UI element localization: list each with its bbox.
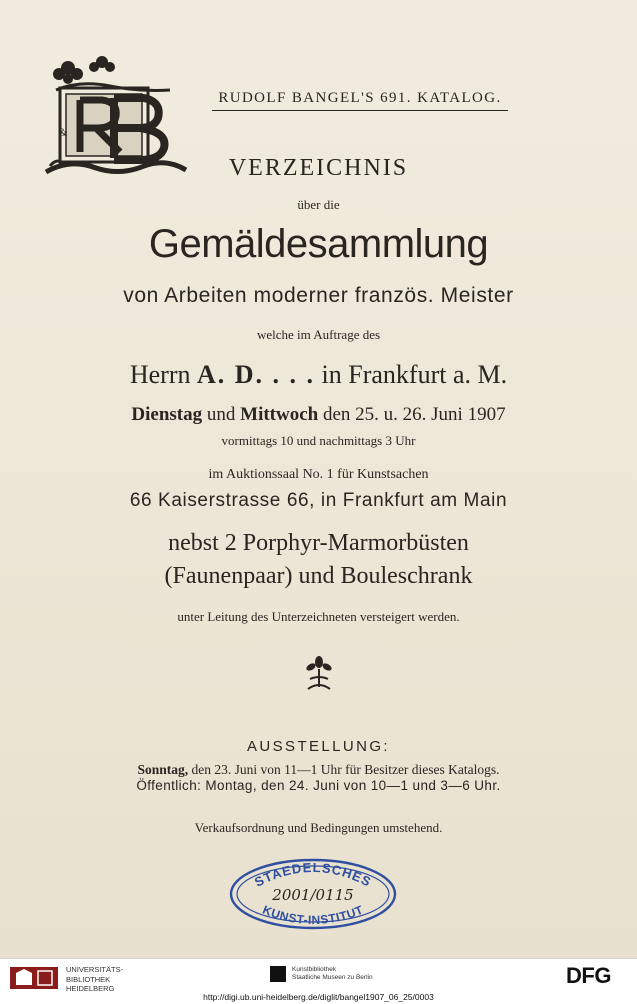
ausstellung-heading: AUSSTELLUNG: <box>247 738 390 755</box>
collector-initials: A. D. . . . <box>196 360 316 389</box>
commission-intro: welche im Auftrage des <box>256 327 381 342</box>
day-2: Mittwoch <box>240 404 319 425</box>
date-rest: den 25. u. 26. Juni 1907 <box>322 404 506 425</box>
venue-hall: im Auktionssaal No. 1 für Kunstsachen <box>208 467 429 482</box>
extra-line-1: nebst 2 Porphyr-Marmorbüsten <box>168 530 469 556</box>
kb-line-2: Staatliche Museen zu Berlin <box>292 974 373 981</box>
date-und: und <box>206 404 236 425</box>
staedel-stamp <box>228 858 398 930</box>
kunstbibliothek-logo-icon <box>270 966 286 982</box>
uni-line-2: BIBLIOTHEK <box>66 974 111 984</box>
svg-text:&: & <box>58 125 68 139</box>
university-seal-icon <box>10 967 58 989</box>
kb-line-1: Kunstbibliothek <box>292 966 337 973</box>
sunday-label: Sonntag, <box>137 762 189 777</box>
stamp-number: 2001/0115 <box>272 886 354 904</box>
stamp-top-text: STAEDELSCHES <box>251 859 375 890</box>
ausstellung-sunday <box>0 762 637 778</box>
dfg-logo: DFG <box>566 963 611 988</box>
heading-verzeichnis: VERZEICHNIS <box>228 155 409 181</box>
kunstbibliothek-name <box>292 966 373 982</box>
sunday-text: den 23. Juni von 11—1 Uhr für Besitzer dieses Katalogs. <box>191 762 500 777</box>
venue-address: 66 Kaiserstrasse 66, in Frankfurt am Main <box>129 490 508 511</box>
catalog-title: RUDOLF BANGEL'S 691. KATALOG. <box>212 90 508 111</box>
herrn-word: Herrn <box>129 360 191 389</box>
ausstellung-public: Öffentlich: Montag, den 24. Juni von 10—1 und 3—6 Uhr. <box>136 778 501 793</box>
verkauf-line: Verkaufsordnung und Bedingungen umstehend. <box>194 820 443 835</box>
permalink-url[interactable]: http://digi.ub.uni-heidelberg.de/diglit/bangel1907_06_25/0003 <box>203 992 434 1002</box>
digitization-footer <box>0 958 637 1004</box>
commission-line <box>0 360 637 390</box>
main-title: Gemäldesammlung <box>148 222 489 266</box>
floral-ornament-icon <box>300 655 338 695</box>
subtitle: von Arbeiten moderner französ. Meister <box>123 284 514 307</box>
uni-line-1: UNIVERSITÄTS- <box>66 965 124 974</box>
leitung-line: unter Leitung des Unterzeichneten versteigert werden. <box>177 609 460 624</box>
collector-place: in Frankfurt a. M. <box>321 360 508 389</box>
stamp-bottom-text: KUNST-INSTITUT <box>260 902 366 928</box>
auction-dates <box>0 404 637 426</box>
uni-line-3: HEIDELBERG <box>66 984 115 993</box>
university-name <box>66 965 123 994</box>
day-1: Dienstag <box>131 404 203 425</box>
heading-ueber: über die <box>297 197 340 212</box>
extra-line-2: (Faunenpaar) und Bouleschrank <box>164 563 473 589</box>
auction-times: vormittags 10 und nachmittags 3 Uhr <box>221 433 416 448</box>
